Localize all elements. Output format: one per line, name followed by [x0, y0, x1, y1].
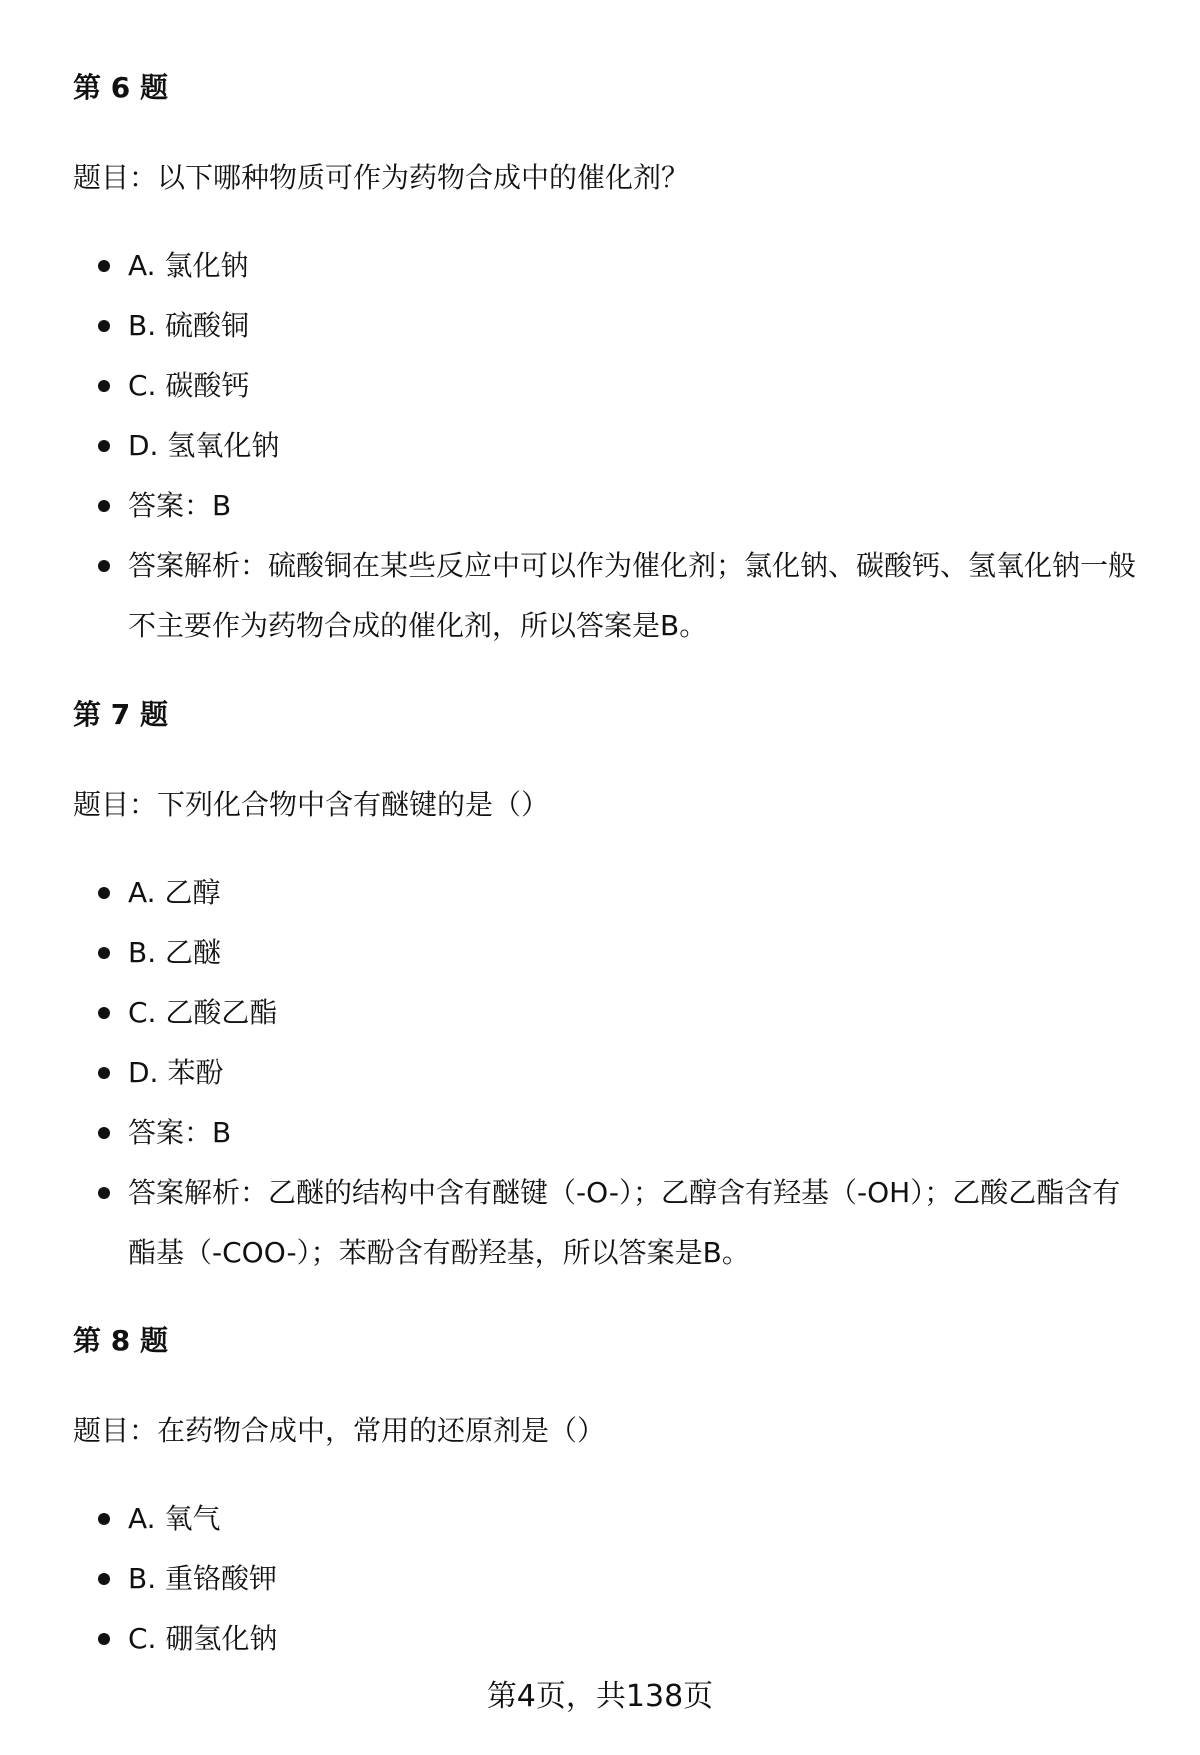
- question-7-heading: 第 7 题: [73, 698, 168, 731]
- question-8-stem: 题目：在药物合成中，常用的还原剂是（）: [73, 1414, 606, 1447]
- question-7-stem: 题目：下列化合物中含有醚键的是（）: [73, 788, 550, 821]
- answer: [0, 1103, 1200, 1163]
- option-c: [0, 1609, 1200, 1669]
- bullet-icon: [98, 1007, 110, 1019]
- option-text: B. 重铬酸钾: [128, 1562, 278, 1595]
- bullet-icon: [98, 1633, 110, 1645]
- option-a: [0, 1489, 1200, 1549]
- answer-explanation: [0, 1163, 1200, 1283]
- option-text: D. 氢氧化钠: [128, 429, 280, 462]
- option-text: B. 硫酸铜: [128, 309, 250, 342]
- bullet-icon: [98, 1513, 110, 1525]
- question-6-stem: 题目：以下哪种物质可作为药物合成中的催化剂？: [73, 161, 690, 194]
- explanation-text: 答案解析：硫酸铜在某些反应中可以作为催化剂；氯化钠、碳酸钙、氢氧化钠一般不主要作为药物合成的催化剂，所以答案是B。: [128, 549, 1137, 642]
- bullet-icon: [98, 260, 110, 272]
- bullet-icon: [98, 560, 110, 572]
- question-8-options: [0, 1489, 1200, 1669]
- answer-explanation: [0, 536, 1200, 656]
- bullet-icon: [98, 380, 110, 392]
- answer-text: 答案：B: [128, 1116, 232, 1149]
- bullet-icon: [98, 887, 110, 899]
- option-text: B. 乙醚: [128, 936, 222, 969]
- bullet-icon: [98, 320, 110, 332]
- option-d: [0, 416, 1200, 476]
- question-6-options: [0, 236, 1200, 656]
- option-a: [0, 236, 1200, 296]
- option-text: A. 乙醇: [128, 876, 221, 909]
- option-text: A. 氯化钠: [128, 249, 249, 282]
- bullet-icon: [98, 500, 110, 512]
- option-c: [0, 983, 1200, 1043]
- option-b: [0, 923, 1200, 983]
- question-8-heading: 第 8 题: [73, 1324, 168, 1357]
- option-text: A. 氧气: [128, 1502, 221, 1535]
- question-6-heading: 第 6 题: [73, 71, 168, 104]
- answer: [0, 476, 1200, 536]
- option-b: [0, 296, 1200, 356]
- option-text: C. 硼氢化钠: [128, 1622, 278, 1655]
- bullet-icon: [98, 440, 110, 452]
- option-d: [0, 1043, 1200, 1103]
- question-7-options: [0, 863, 1200, 1283]
- bullet-icon: [98, 1573, 110, 1585]
- answer-text: 答案：B: [128, 489, 232, 522]
- explanation-text: 答案解析：乙醚的结构中含有醚键（-O-）；乙醇含有羟基（-OH）；乙酸乙酯含有酯基（-COO-）；苯酚含有酚羟基，所以答案是B。: [128, 1176, 1121, 1269]
- bullet-icon: [98, 1127, 110, 1139]
- option-text: C. 乙酸乙酯: [128, 996, 278, 1029]
- option-c: [0, 356, 1200, 416]
- bullet-icon: [98, 1187, 110, 1199]
- option-b: [0, 1549, 1200, 1609]
- bullet-icon: [98, 1067, 110, 1079]
- option-text: D. 苯酚: [128, 1056, 224, 1089]
- bullet-icon: [98, 947, 110, 959]
- page-footer: 第4页，共138页: [486, 1679, 714, 1714]
- option-text: C. 碳酸钙: [128, 369, 250, 402]
- option-a: [0, 863, 1200, 923]
